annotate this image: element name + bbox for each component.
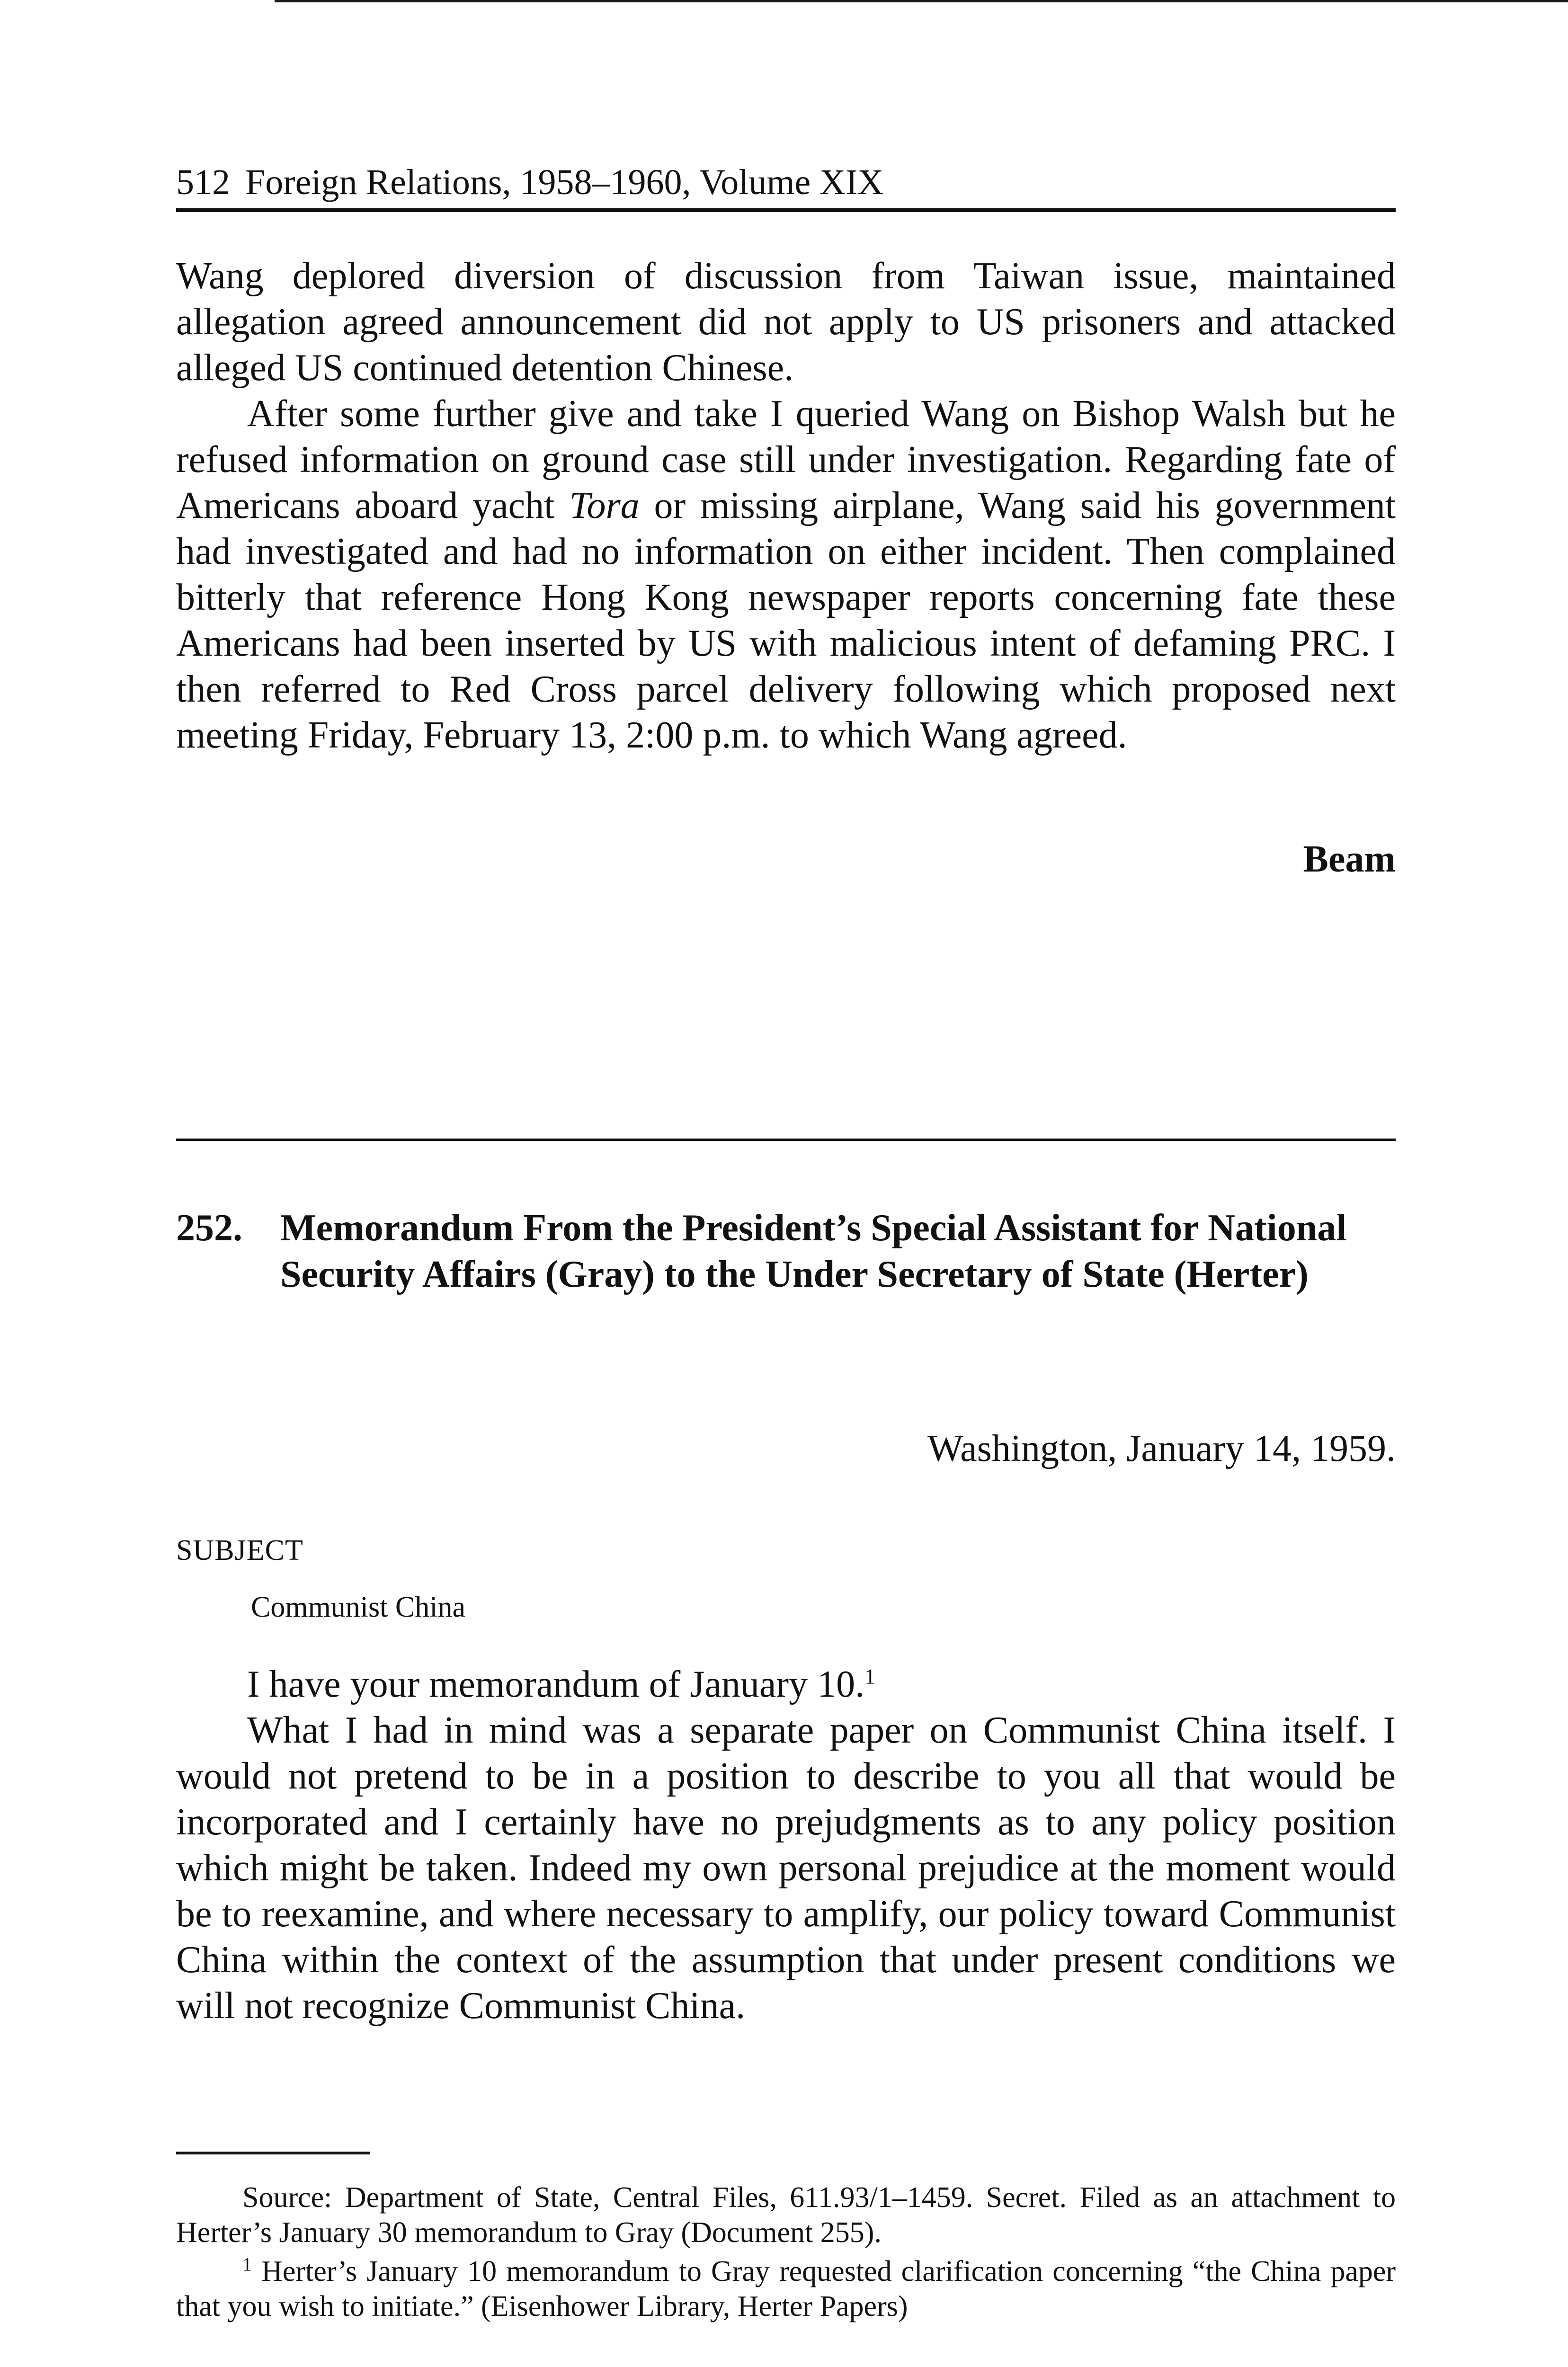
footnote-rule <box>176 2152 370 2154</box>
footnotes <box>176 2180 1396 2324</box>
signature: Beam <box>1303 838 1396 880</box>
paragraph-text: or missing airplane, Wang said his government had investigated and had no information on either incident. Then complained bitterly that reference Hong Kong newspaper reports concerning fate these Americans had been inserted by US with malicious intent of defaming PRC. I then referred to Red Cross parcel delivery following which proposed next meeting Friday, February 13, 2:00 p.m. to which Wang agreed. <box>176 485 1396 756</box>
paragraph: Wang deplored diversion of discussion from Taiwan issue, maintained allegation agreed announcement did not apply to US prisoners and attacked alleged US continued detention Chinese. <box>176 255 1396 389</box>
subject-value: Communist China <box>251 1591 465 1623</box>
document-divider <box>176 1139 1396 1141</box>
footnote <box>176 2254 1396 2324</box>
footnote-marker: 1 <box>242 2253 252 2275</box>
previous-document-text <box>176 253 1396 758</box>
ship-name: Tora <box>569 485 640 526</box>
page-top-edge <box>275 0 1568 2</box>
source-note: Source: Department of State, Central Files, 611.93/1–1459. Secret. Filed as an attachment to Herter’s January 30 memorandum to Gray (Document 255). <box>176 2181 1396 2249</box>
paragraph <box>176 391 1396 758</box>
running-head <box>176 156 1396 212</box>
running-head-title: Foreign Relations, 1958–1960, Volume XIX <box>245 162 884 202</box>
paragraph-text: After some further give and take I queried Wang on Bishop Walsh but he refused information on ground case still under investigation. Regarding fate of Americans aboard yacht <box>176 393 1396 526</box>
document-number: 252. <box>176 1207 242 1249</box>
dateline: Washington, January 14, 1959. <box>927 1428 1396 1469</box>
document-title: Memorandum From the President’s Special Assistant for National Security Affairs (Gray) to the Under Secretary of State (Herter) <box>280 1207 1347 1295</box>
document-heading <box>176 1205 1396 1298</box>
footnote-reference: 1 <box>864 1664 876 1689</box>
paragraph-text: I have your memorandum of January 10. <box>247 1664 865 1705</box>
subject-label: SUBJECT <box>176 1534 303 1566</box>
page-number: 512 <box>176 162 230 202</box>
footnote-text: Herter’s January 10 memorandum to Gray requested clarification concerning “the China paper that you wish to initiate.” (Eisenhower Library, Herter Papers) <box>176 2255 1396 2323</box>
paragraph <box>176 1662 1396 1708</box>
memorandum-text <box>176 1662 1396 2029</box>
paragraph: What I had in mind was a separate paper on Communist China itself. I would not pretend to be in a position to describe to you all that would be incorporated and I certainly have no prejudgments as to any policy position which might be taken. Indeed my own personal prejudice at the moment would be to reexamine, and where necessary to amplify, our policy toward Communist China within the context of the assumption that under present conditions we will not recognize Communist China. <box>176 1709 1396 2027</box>
